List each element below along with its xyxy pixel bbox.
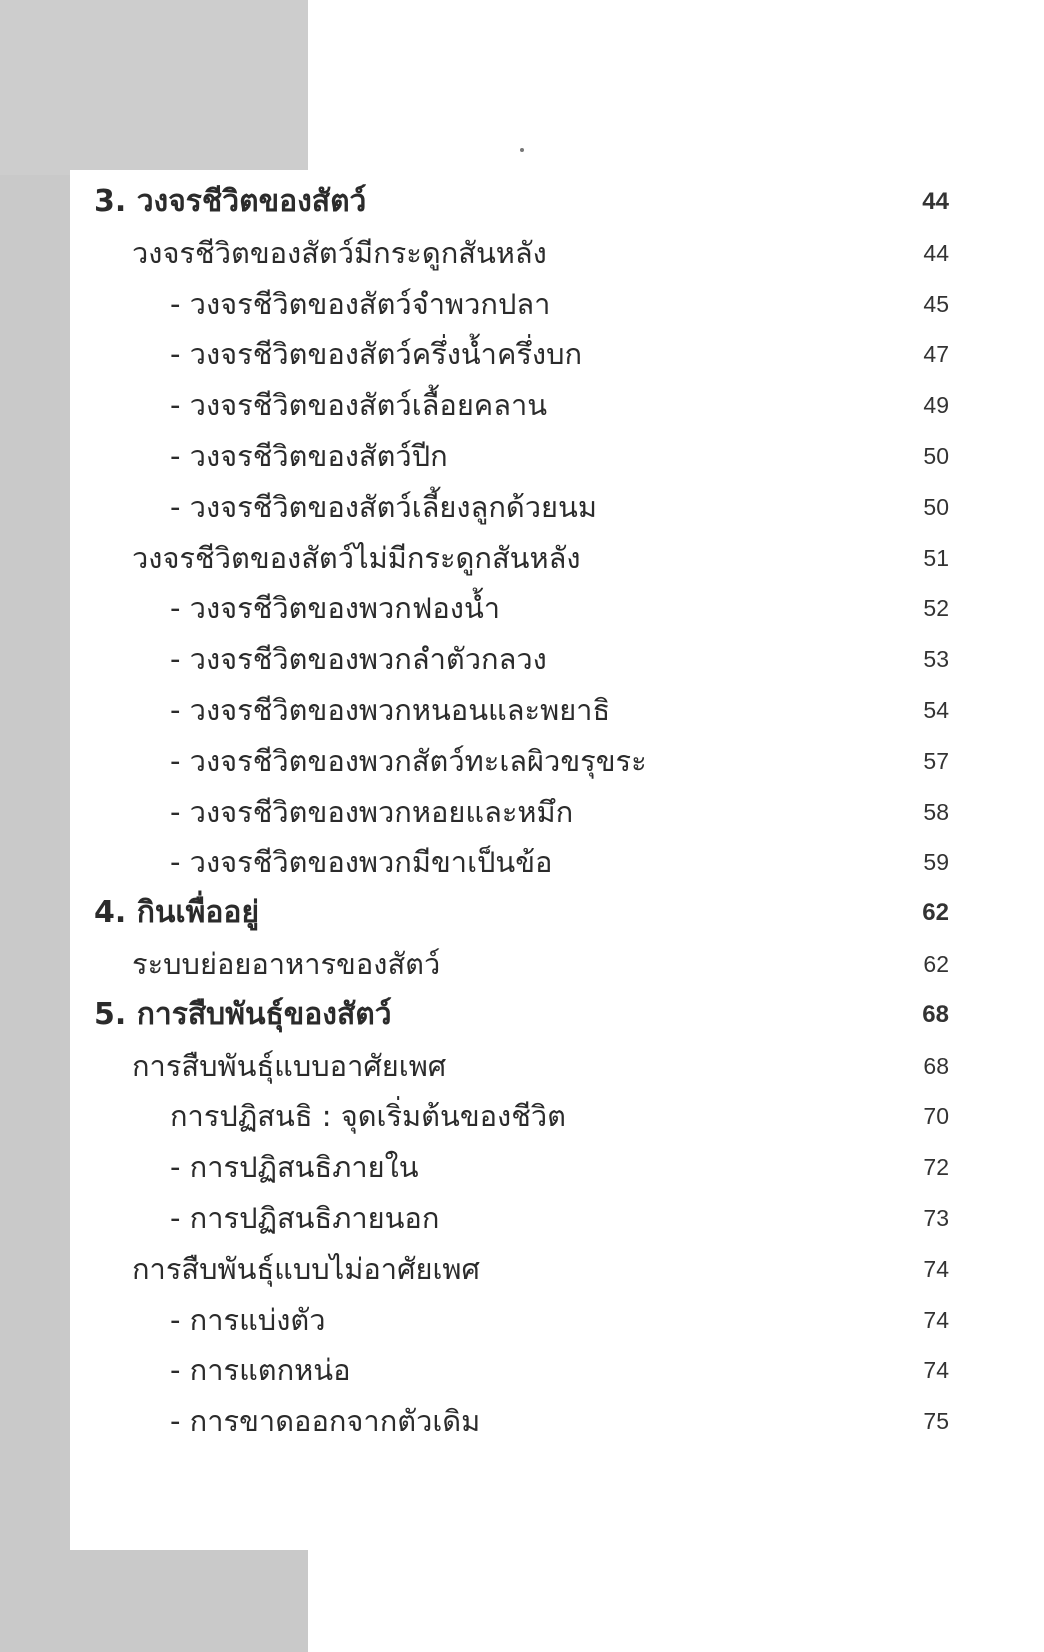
toc-entry-title: - วงจรชีวิตของสัตว์ปีก: [170, 439, 448, 473]
toc-entry-page-number: 49: [923, 392, 949, 419]
toc-entry: [0, 1141, 1044, 1193]
toc-entry-page-number: 73: [923, 1205, 949, 1231]
toc-entry-page-number: 44: [923, 239, 949, 266]
toc-entry-page-number: 75: [923, 1408, 949, 1435]
toc-entry: [0, 684, 1044, 736]
toc-entry: [0, 633, 1044, 685]
toc-entry-title: - วงจรชีวิตของพวกสัตว์ทะเลผิวขรุขระ: [170, 743, 647, 778]
toc-entry: [0, 227, 1044, 279]
printing-speck: [520, 148, 524, 152]
toc-entry-title: การสืบพันธุ์แบบอาศัยเพศ: [132, 1048, 447, 1083]
toc-entry-title: - การแตกหน่อ: [170, 1353, 351, 1388]
toc-entry: [0, 989, 1044, 1041]
toc-entry-page-number: 53: [923, 646, 949, 673]
toc-entry: [0, 481, 1044, 533]
toc-entry-page-number: 68: [923, 1052, 949, 1079]
toc-entry: [0, 938, 1044, 990]
toc-entry-title: - วงจรชีวิตของสัตว์เลี้ยงลูกด้วยนม: [170, 489, 597, 524]
toc-entry-title: - วงจรชีวิตของพวกฟองน้ำ: [170, 591, 501, 626]
toc-entry-page-number: 72: [923, 1154, 949, 1181]
toc-entry-title: การสืบพันธุ์แบบไม่อาศัยเพศ: [132, 1251, 480, 1286]
toc-entry-title: - วงจรชีวิตของพวกมีขาเป็นข้อ: [170, 845, 553, 880]
toc-entry-page-number: 74: [923, 1255, 949, 1282]
toc-entry-title: 4. กินเพื่ออยู่: [94, 895, 260, 931]
toc-entry-page-number: 44: [922, 188, 949, 215]
toc-entry-page-number: 51: [923, 544, 949, 571]
toc-entry-title: - การแบ่งตัว: [170, 1302, 326, 1337]
toc-entry: [0, 328, 1044, 380]
toc-entry: [0, 1243, 1044, 1295]
top-gray-band: [0, 0, 308, 175]
toc-entry: [0, 582, 1044, 634]
toc-entry-title: - วงจรชีวิตของสัตว์ครึ่งน้ำครึ่งบก: [170, 337, 583, 372]
toc-entry-page-number: 50: [923, 443, 949, 469]
toc-entry: [0, 887, 1044, 939]
toc-entry-page-number: 45: [923, 290, 949, 317]
toc-entry-title: - วงจรชีวิตของพวกหนอนและพยาธิ: [170, 693, 611, 727]
toc-entry-page-number: 70: [923, 1103, 949, 1130]
toc-entry: [0, 1090, 1044, 1142]
toc-entry: [0, 735, 1044, 787]
toc-entry-page-number: 68: [922, 1000, 949, 1028]
toc-entry: [0, 786, 1044, 838]
toc-entry: [0, 1294, 1044, 1346]
toc-entry-page-number: 57: [923, 747, 949, 774]
toc-entry: [0, 532, 1044, 584]
toc-entry-title: - การขาดออกจากตัวเดิม: [170, 1404, 481, 1439]
toc-entry-page-number: 59: [923, 849, 949, 876]
toc-entry-page-number: 50: [923, 493, 949, 520]
toc-entry-title: วงจรชีวิตของสัตว์ไม่มีกระดูกสันหลัง: [132, 540, 581, 575]
toc-entry: [0, 1192, 1044, 1244]
toc-entry-title: วงจรชีวิตของสัตว์มีกระดูกสันหลัง: [132, 235, 547, 270]
toc-entry: [0, 1040, 1044, 1092]
toc-entry: [0, 1395, 1044, 1447]
toc-entry-page-number: 52: [923, 595, 949, 622]
toc-entry-title: - การปฏิสนธิภายนอก: [170, 1201, 440, 1235]
toc-entry: [0, 176, 1044, 228]
toc-entry-page-number: 54: [923, 697, 949, 723]
toc-entry-title: 3. วงจรชีวิตของสัตว์: [94, 184, 367, 219]
toc-entry-title: ระบบย่อยอาหารของสัตว์: [132, 947, 441, 981]
toc-entry-page-number: 62: [923, 951, 949, 977]
toc-entry-title: การปฏิสนธิ : จุดเริ่มต้นของชีวิต: [170, 1099, 567, 1134]
toc-entry-title: - วงจรชีวิตของพวกหอยและหมึก: [170, 794, 574, 829]
toc-entry-title: - วงจรชีวิตของสัตว์จำพวกปลา: [170, 286, 551, 321]
toc-entry-title: - วงจรชีวิตของสัตว์เลื้อยคลาน: [170, 388, 548, 423]
toc-entry-page-number: 62: [922, 899, 949, 927]
toc-entry: [0, 379, 1044, 431]
toc-entry-page-number: 74: [923, 1306, 949, 1333]
toc-entry-page-number: 47: [923, 341, 949, 368]
toc-entry-page-number: 58: [923, 798, 949, 825]
toc-entry-title: - วงจรชีวิตของพวกลำตัวกลวง: [170, 642, 547, 677]
toc-entry-page-number: 74: [923, 1357, 949, 1384]
toc-entry-title: - การปฏิสนธิภายใน: [170, 1150, 419, 1185]
toc-entry: [0, 278, 1044, 330]
toc-entry: [0, 836, 1044, 888]
toc-entry: [0, 1344, 1044, 1396]
toc-entry: [0, 430, 1044, 482]
toc-entry-title: 5. การสืบพันธุ์ของสัตว์: [94, 996, 392, 1032]
